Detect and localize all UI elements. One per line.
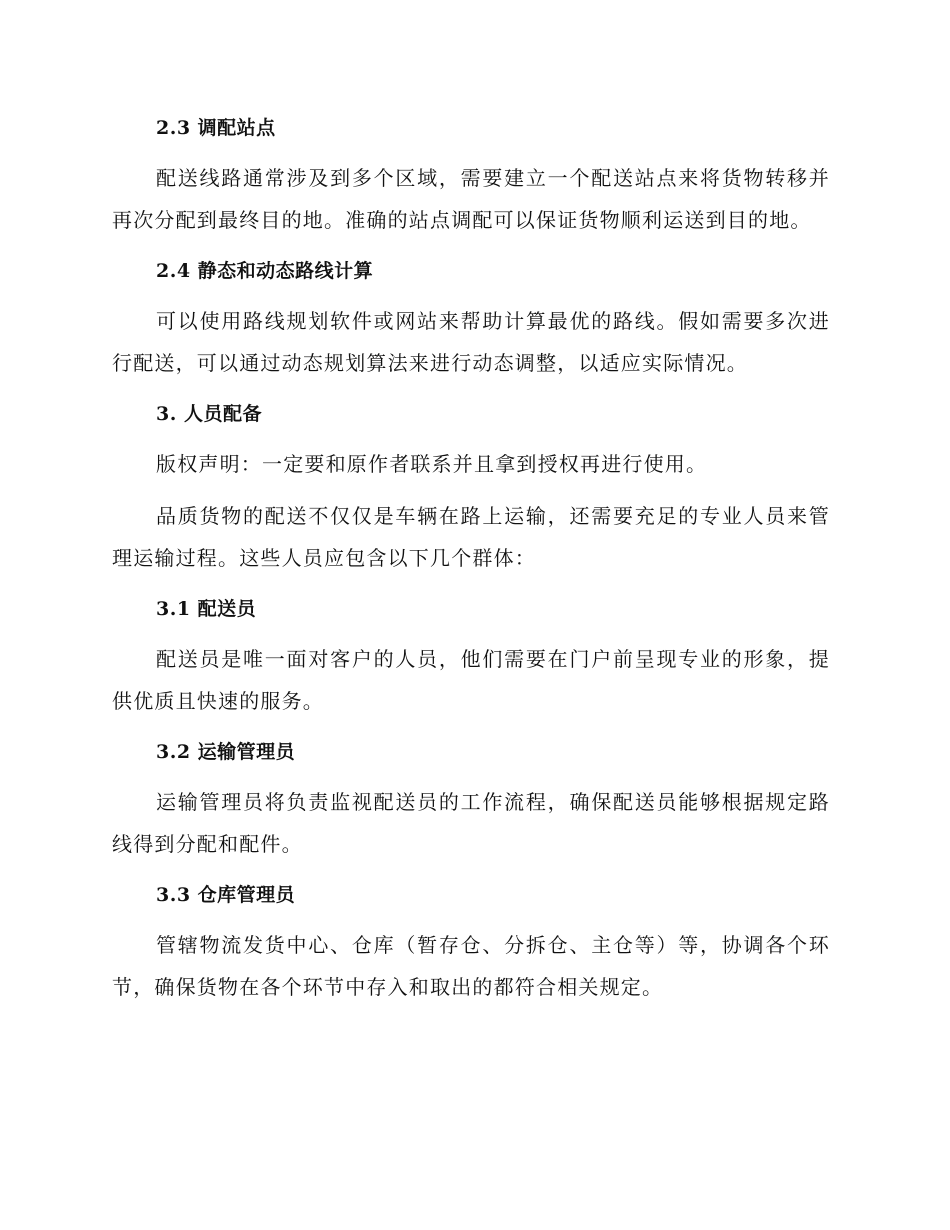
section-heading-3: 3. 人员配备 (156, 403, 262, 425)
paragraph-copyright-notice: 版权声明：一定要和原作者联系并且拿到授权再进行使用。 (156, 452, 708, 476)
paragraph-station-dispatch: 配送线路通常涉及到多个区域，需要建立一个配送站点来将货物转移并再次分配到最终目的地。准确的站点调配可以保证货物顺利运送到目的地。 (112, 166, 830, 232)
section-heading-2-4: 2.4 静态和动态路线计算 (156, 260, 374, 282)
paragraph-staffing-intro: 品质货物的配送不仅仅是车辆在路上运输，还需要充足的专业人员来管理运输过程。这些人员应包含以下几个群体： (112, 504, 830, 570)
paragraph-route-calculation: 可以使用路线规划软件或网站来帮助计算最优的路线。假如需要多次进行配送，可以通过动态规划算法来进行动态调整，以适应实际情况。 (112, 309, 830, 375)
section-heading-3-2: 3.2 运输管理员 (156, 741, 296, 763)
paragraph-transport-manager: 运输管理员将负责监视配送员的工作流程，确保配送员能够根据规定路线得到分配和配件。 (112, 790, 830, 856)
section-heading-3-1: 3.1 配送员 (156, 598, 257, 620)
paragraph-warehouse-manager: 管辖物流发货中心、仓库（暂存仓、分拆仓、主仓等）等，协调各个环节，确保货物在各个环节中存入和取出的都符合相关规定。 (112, 933, 830, 999)
paragraph-courier: 配送员是唯一面对客户的人员，他们需要在门户前呈现专业的形象，提供优质且快速的服务。 (112, 647, 830, 713)
section-heading-2-3: 2.3 调配站点 (156, 117, 276, 139)
section-heading-3-3: 3.3 仓库管理员 (156, 884, 296, 906)
document-body (112, 108, 830, 1008)
